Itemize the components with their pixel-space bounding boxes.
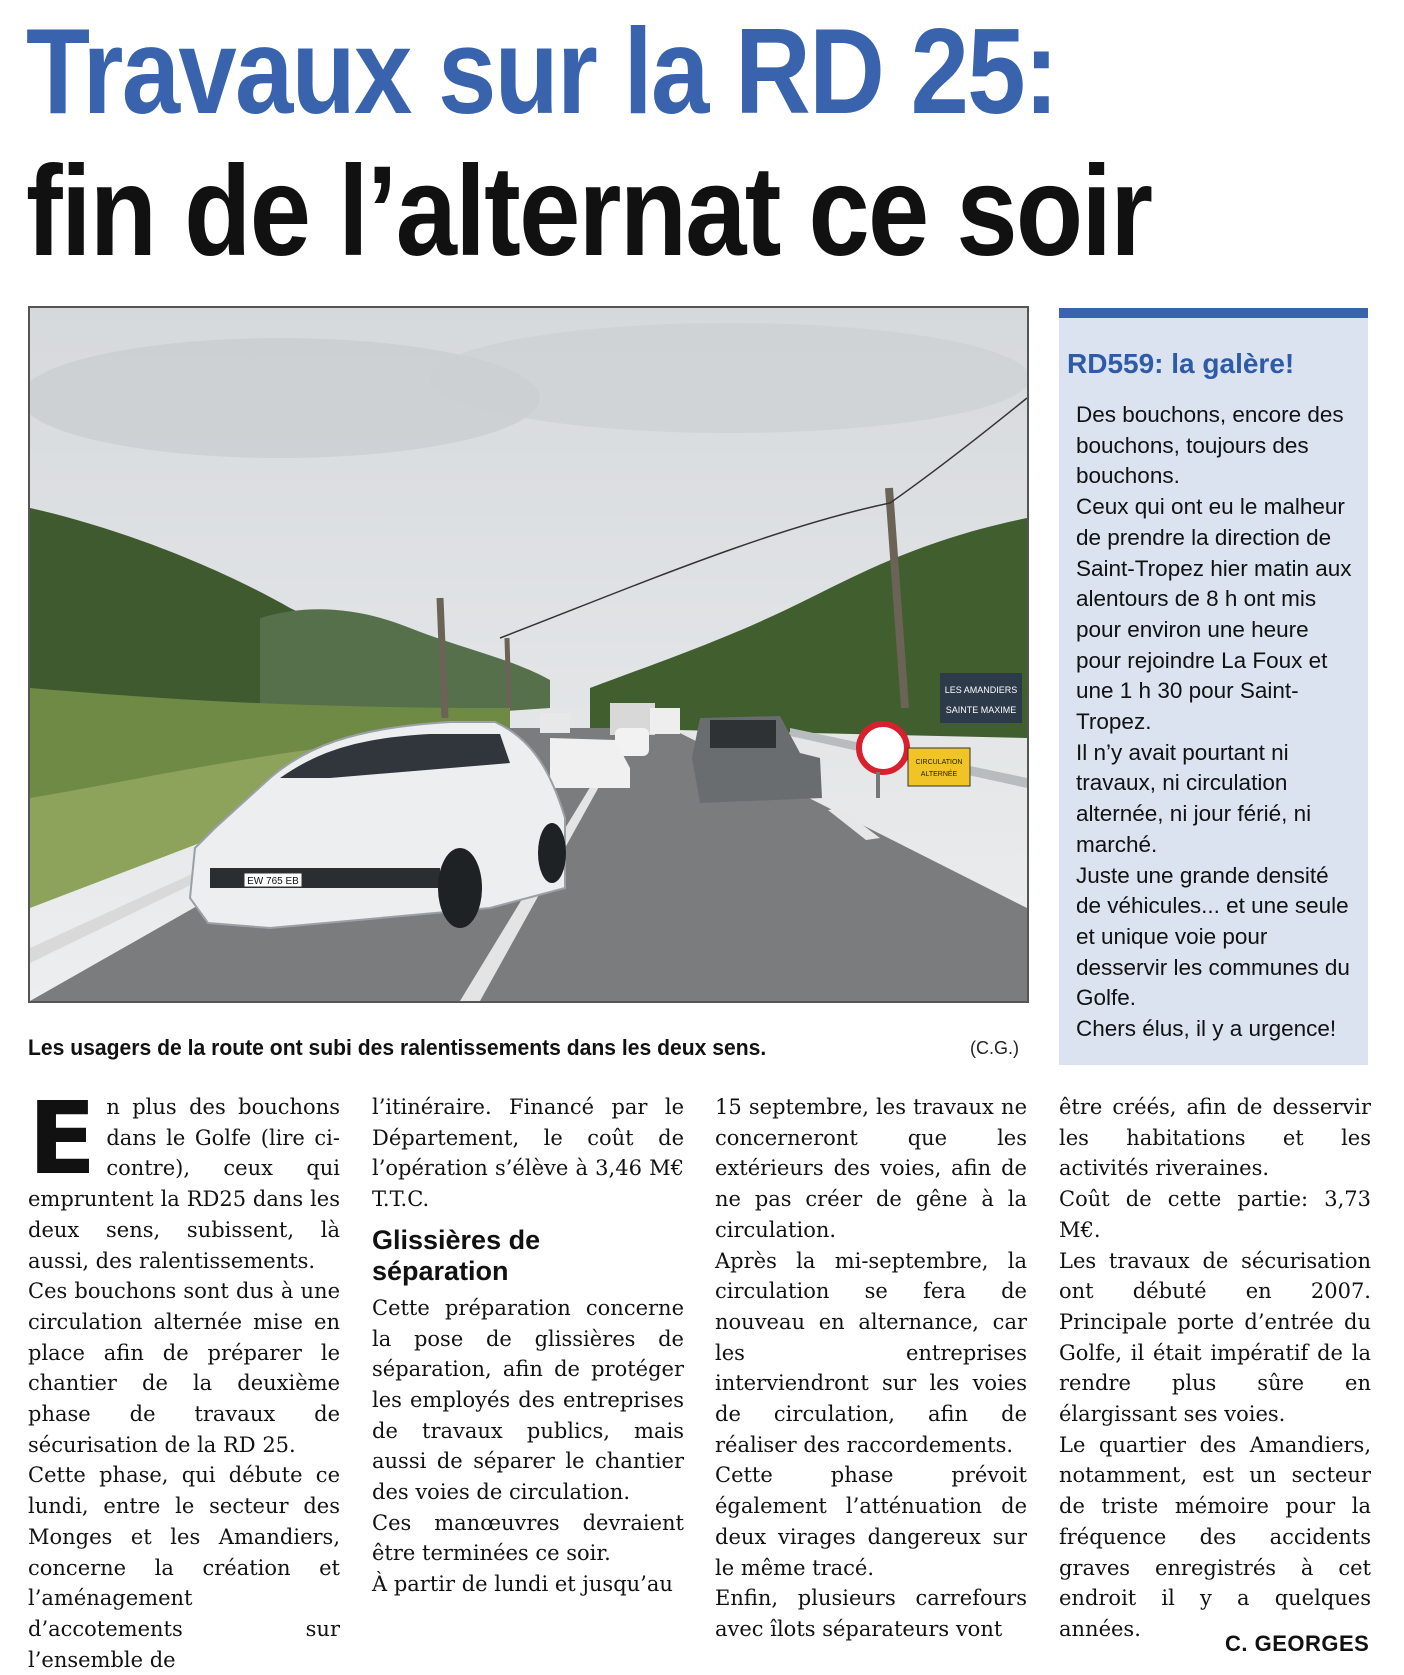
article-paragraph: Ces manœuvres devraient être terminées ce soir. xyxy=(372,1510,684,1566)
distant-van xyxy=(650,708,680,734)
article-paragraph: n plus des bouchons dans le Golfe (lire ci-contre), ceux qui empruntent la RD25 dans les deux sens, subissent, là aussi, des ralentissements. xyxy=(28,1095,340,1273)
article-paragraph: Ces bouchons sont dus à une circulation alternée mise en place afin de préparer le chantier de la deuxième phase de travaux de sécurisation de la RD 25. xyxy=(28,1279,340,1457)
article-column-3 xyxy=(715,1092,1027,1645)
article-column-4 xyxy=(1059,1092,1371,1645)
sign-post xyxy=(876,772,880,798)
article-paragraph: Le quartier des Amandiers, notamment, est un secteur de triste mémoire pour la fréquence des accidents graves enregistrés à cet endroit il y a quelques années. xyxy=(1059,1432,1371,1641)
van-wheel xyxy=(538,823,566,883)
sidebar-paragraph: Des bouchons, encore des bouchons, toujours des bouchons. xyxy=(1076,402,1344,489)
utility-pole xyxy=(507,638,509,708)
suv-rear-window xyxy=(710,720,776,748)
sidebar-paragraph: Chers élus, il y a urgence! xyxy=(1076,1016,1337,1042)
drop-cap: E xyxy=(28,1080,97,1197)
article-paragraph: Coût de cette partie: 3,73 M€. xyxy=(1059,1187,1371,1242)
article-paragraph: l’itinéraire. Financé par le Département, le coût de l’opération s’élève à 3,46 M€ T.T.C. xyxy=(372,1095,684,1212)
sidebar-box xyxy=(1059,308,1368,1065)
traffic-sign-text: CIRCULATION xyxy=(915,759,963,766)
place-sign-text: LES AMANDIERS xyxy=(944,685,1018,695)
article-paragraph: être créés, afin de desservir les habitations et les activités riveraines. xyxy=(1059,1095,1371,1181)
sidebar-paragraph: Juste une grande densité de véhicules... et une seule et unique voie pour desservir les communes du Golfe. xyxy=(1076,862,1350,1011)
sidebar-text xyxy=(1076,400,1358,1045)
place-sign xyxy=(940,673,1022,723)
cloud xyxy=(430,323,1027,433)
article-paragraph: Cette phase prévoit également l’atténuation de deux virages dangereux sur le même tracé. xyxy=(715,1463,1027,1580)
utility-pole xyxy=(440,598,445,718)
photo-caption: Les usagers de la route ont subi des ralentissements dans les deux sens. xyxy=(28,1035,767,1060)
headline-line-1: Travaux sur la RD 25: xyxy=(26,3,1058,139)
article-paragraph: À partir de lundi et jusqu’au xyxy=(372,1572,673,1597)
article-paragraph: 15 septembre, les travaux ne concerneront que les extérieurs des voies, afin de ne pas créer de gêne à la circulation. xyxy=(715,1095,1027,1242)
alternating-traffic-sign xyxy=(908,748,970,786)
article-paragraph: Après la mi-septembre, la circulation se fera de nouveau en alternance, car les entreprises interviendront sur les voies de circulation, afin de réaliser des raccordements. xyxy=(715,1248,1027,1457)
article-author: C. GEORGES xyxy=(1225,1631,1370,1656)
license-plate-text: EW 765 EB xyxy=(247,876,299,887)
sidebar-title: RD559: la galère! xyxy=(1067,348,1295,379)
article-column-2 xyxy=(372,1092,684,1600)
distant-car xyxy=(540,713,570,733)
article-paragraph: Les travaux de sécurisation ont débuté en 2007. Principale porte d’entrée du Golfe, il était impératif de la rendre plus sûre en élargissant ses voies. xyxy=(1059,1248,1371,1427)
road-traffic-illustration xyxy=(30,308,1027,1001)
article-column-1 xyxy=(28,1080,340,1675)
photo-credit: (C.G.) xyxy=(970,1038,1019,1058)
article-photo xyxy=(28,306,1029,1003)
article-paragraph: Enfin, plusieurs carrefours avec îlots séparateurs vont xyxy=(715,1586,1027,1641)
sidebar-paragraph: Il n’y avait pourtant ni travaux, ni circulation alternée, ni jour férié, ni marché. xyxy=(1076,739,1312,857)
place-sign-text-2: SAINTE MAXIME xyxy=(945,705,1017,715)
headline-line-2: fin de l’alternat ce soir xyxy=(26,140,1152,283)
sidebar-paragraph: Ceux qui ont eu le malheur de prendre la direction de Saint-Tropez hier matin aux alentours de 8 h ont mis pour environ une heure pour rejoindre La Foux et une 1 h 30 pour Saint-Tropez. xyxy=(1076,494,1352,735)
no-overtaking-sign xyxy=(859,724,907,772)
article-subhead: Glissières de séparation xyxy=(372,1224,541,1286)
traffic-sign-text-2: ALTERNÉE xyxy=(920,771,958,778)
van-wheel xyxy=(438,848,482,928)
article-paragraph: Cette phase, qui débute ce lundi, entre le secteur des Monges et les Amandiers, concerne la création et l’aménagement d’accotements sur l’ensemble de xyxy=(28,1463,340,1672)
article-paragraph: Cette préparation concerne la pose de glissières de séparation, afin de protéger les employés des entreprises de travaux publics, mais aussi de séparer le chantier des voies de circulation. xyxy=(372,1295,684,1505)
